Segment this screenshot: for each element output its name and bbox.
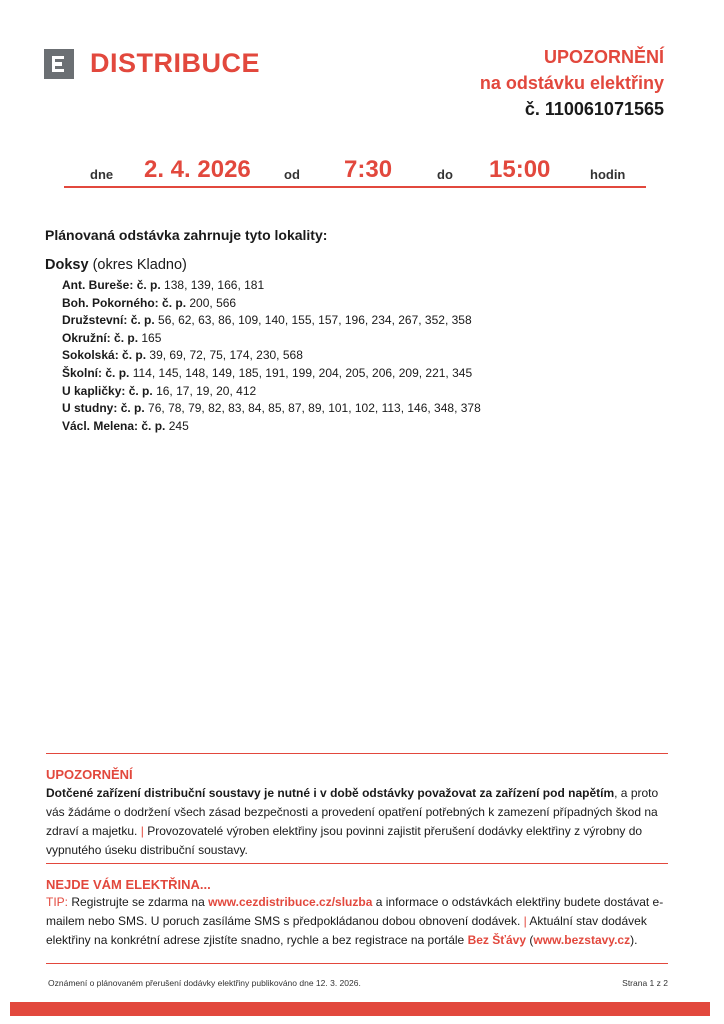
- house-numbers: 56, 62, 63, 86, 109, 140, 155, 157, 196, 234, 267, 352, 358: [158, 313, 472, 328]
- street-row: [62, 312, 481, 330]
- publication-note: Oznámení o plánovaném přerušení dodávky elektřiny publikováno dne 12. 3. 2026.: [48, 978, 361, 988]
- company-logo: [44, 48, 260, 79]
- house-number-prefix: č. p.: [162, 295, 187, 310]
- house-numbers: 39, 69, 72, 75, 174, 230, 568: [149, 348, 303, 363]
- house-number-prefix: č. p.: [120, 401, 145, 416]
- house-number-prefix: č. p.: [105, 365, 130, 380]
- street-row: [62, 383, 481, 401]
- close-paren: ).: [630, 933, 638, 947]
- house-number-prefix: č. p.: [128, 383, 153, 398]
- street-name: U studny:: [62, 401, 118, 416]
- street-name: Školní:: [62, 365, 103, 380]
- page-number: Strana 1 z 2: [622, 978, 668, 988]
- divider: [46, 963, 668, 964]
- to-time: 15:00: [489, 156, 551, 183]
- from-time: 7:30: [344, 156, 393, 183]
- warning-title: UPOZORNĚNÍ: [46, 767, 133, 782]
- town-district: (okres Kladno): [92, 257, 187, 273]
- street-row: [62, 295, 481, 313]
- notice-header: [480, 44, 664, 122]
- tip-text-part2: a informace o odstávkách elektřiny budete dostávat e-mailem nebo SMS. U poruch zasíláme SMS s předpokládanou dobou obnovení dodávek.: [46, 895, 664, 928]
- open-paren: (: [529, 933, 534, 947]
- warning-text-part1: , a proto vás žádáme o dodržení všech zásad bezpečnosti a provedení opatření potřebných k zamezení případných škod na zdraví a majetku.: [46, 786, 659, 838]
- street-list: [62, 277, 481, 435]
- footer-bar: [10, 1002, 710, 1016]
- schedule-line: [64, 150, 646, 188]
- warning-text-part2: Provozovatelé výroben elektřiny jsou povinni zajistit přerušení dodávky elektřiny z výrobny do vypnutého úseku distribuční soustavy.: [46, 824, 643, 857]
- portal-name: Bez Šťávy: [467, 933, 527, 947]
- house-numbers: 76, 78, 79, 82, 83, 84, 85, 87, 89, 101, 102, 113, 146, 348, 378: [148, 401, 481, 416]
- street-row: [62, 400, 481, 418]
- street-row: [62, 277, 481, 295]
- logo-text: DISTRIBUCE: [90, 48, 261, 78]
- notice-number: č. 110061071565: [524, 99, 664, 119]
- house-number-prefix: č. p.: [141, 418, 166, 433]
- to-label: do: [437, 167, 453, 182]
- street-name: Okružní:: [62, 330, 111, 345]
- street-name: Boh. Pokorného:: [62, 295, 159, 310]
- house-number-prefix: č. p.: [136, 278, 161, 292]
- house-numbers: 138, 139, 166, 181: [164, 278, 265, 292]
- street-row: [62, 418, 481, 436]
- street-name: U kapličky:: [62, 383, 126, 398]
- warning-separator: |: [140, 824, 144, 838]
- cez-logo-icon: [44, 49, 74, 79]
- hours-label: hodin: [590, 167, 626, 182]
- house-numbers: 114, 145, 148, 149, 185, 191, 199, 204, 205, 206, 209, 221, 345: [132, 365, 473, 380]
- divider: [46, 863, 668, 864]
- house-numbers: 165: [141, 330, 162, 345]
- tip-section-title: NEJDE VÁM ELEKTŘINA...: [46, 877, 211, 892]
- from-label: od: [284, 167, 300, 182]
- tip-separator: |: [523, 914, 527, 928]
- divider: [46, 753, 668, 754]
- street-row: [62, 330, 481, 348]
- portal-link[interactable]: www.bezstavy.cz: [533, 933, 631, 947]
- street-name: Václ. Melena:: [62, 418, 139, 433]
- outage-date: 2. 4. 2026: [144, 156, 251, 183]
- house-number-prefix: č. p.: [130, 313, 155, 328]
- house-number-prefix: č. p.: [122, 348, 147, 363]
- tip-text: [46, 893, 670, 950]
- notice-title: UPOZORNĚNÍ: [543, 47, 664, 67]
- warning-bold-text: Dotčené zařízení distribuční soustavy je nutné i v době odstávky považovat za zařízení pod napětím: [46, 786, 615, 800]
- street-name: Sokolská:: [62, 348, 119, 363]
- town-name: Doksy: [45, 257, 89, 273]
- street-name: Družstevní:: [62, 313, 128, 328]
- house-number-prefix: č. p.: [114, 330, 139, 345]
- street-row: [62, 347, 481, 365]
- house-numbers: 16, 17, 19, 20, 412: [156, 383, 257, 398]
- tip-text-part1: Registrujte se zdarma na: [71, 895, 205, 909]
- locations-heading: Plánovaná odstávka zahrnuje tyto lokality:: [45, 227, 328, 243]
- tip-text-part3: Aktuální stav dodávek elektřiny na konkrétní adrese zjistíte snadno, rychle a bez registrace na portále: [46, 914, 647, 947]
- street-row: [62, 365, 481, 383]
- house-numbers: 245: [168, 418, 189, 433]
- registration-link[interactable]: www.cezdistribuce.cz/sluzba: [208, 895, 373, 909]
- day-label: dne: [90, 167, 114, 182]
- street-name: Ant. Bureše:: [62, 278, 134, 292]
- warning-text: [46, 784, 670, 860]
- notice-subtitle: na odstávku elektřiny: [479, 73, 664, 93]
- tip-label: TIP:: [46, 895, 69, 909]
- house-numbers: 200, 566: [189, 295, 237, 310]
- town-line: [45, 257, 187, 273]
